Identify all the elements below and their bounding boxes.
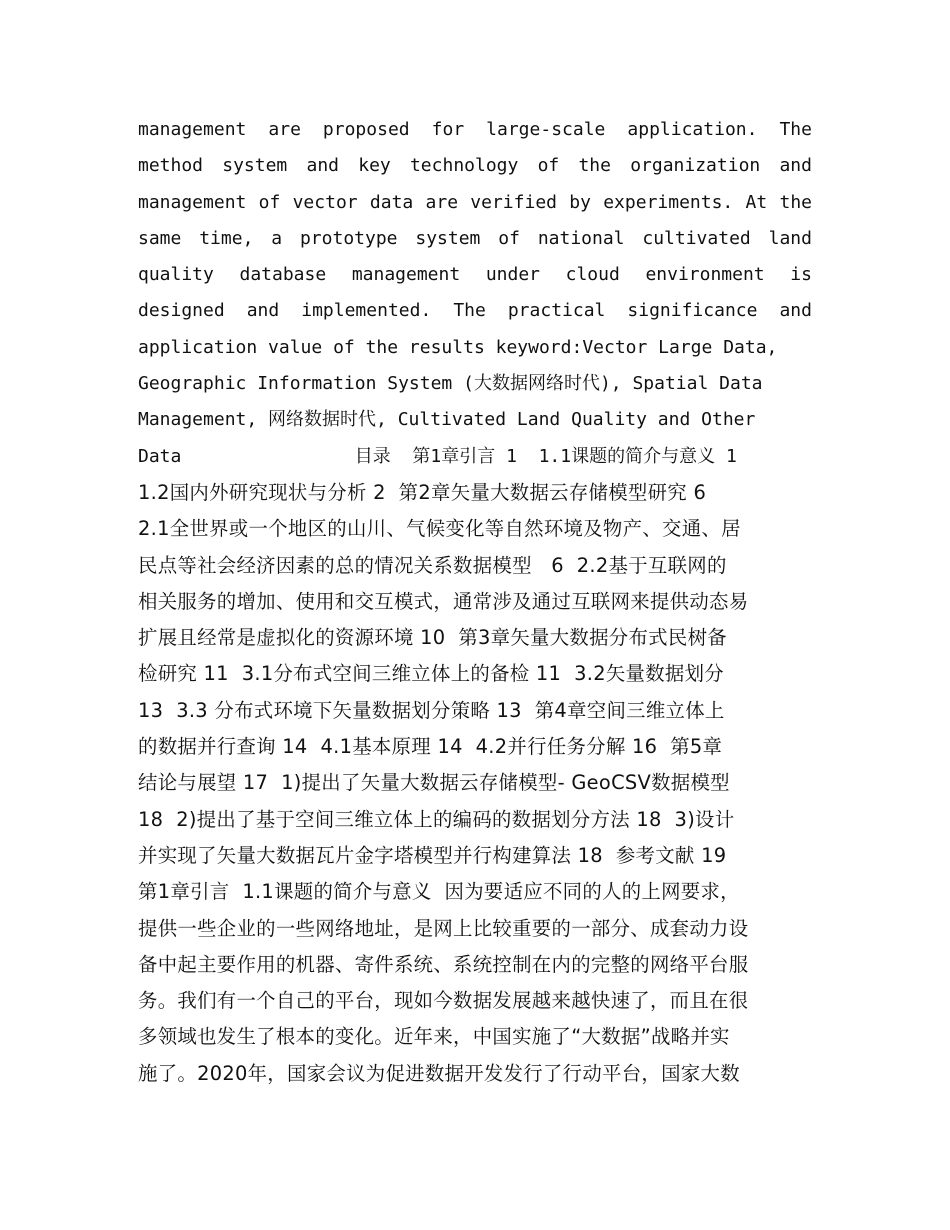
- word: the: [578, 155, 611, 177]
- word: The: [779, 119, 812, 140]
- toc-line-4: 民点等社会经济因素的总的情况关系数据模型 6 2.2基于互联网的: [138, 553, 727, 577]
- word: technology: [409, 155, 519, 177]
- word: of: [537, 155, 560, 177]
- abstract-line-3: [138, 185, 812, 221]
- toc-line-8: 13 3.3 分布式环境下矢量数据划分策略 13 第4章空间三维立体上: [138, 698, 725, 722]
- word: for: [431, 119, 465, 140]
- word: implemented.: [301, 300, 432, 322]
- word: designed: [138, 300, 225, 322]
- body-line-3: 备中起主要作用的机器、寄件系统、系统控制在内的完整的网络平台服: [138, 952, 749, 976]
- document-page: [138, 112, 812, 1092]
- toc-line-5: 相关服务的增加、使用和交互模式，通常涉及通过互联网来提供动态易: [138, 589, 749, 613]
- word: database: [239, 264, 327, 286]
- word: method: [138, 155, 204, 177]
- word: large-scale: [486, 119, 606, 140]
- word: environment: [645, 264, 765, 286]
- toc-line-11: 18 2)提出了基于空间三维立体上的编码的数据划分方法 18 3)设计: [138, 807, 735, 831]
- toc-line-6: 扩展且经常是虚拟化的资源环境 10 第3章矢量大数据分布式民树备: [138, 626, 727, 650]
- word: a: [271, 227, 283, 249]
- body-line-5: 多领域也发生了根本的变化。近年来，中国实施了“大数据”战略并实: [138, 1025, 730, 1049]
- toc-line-2: 1.2国内外研究现状与分析 2 第2章矢量大数据云存储模型研究 6: [138, 480, 707, 504]
- word: time,: [199, 227, 254, 249]
- word: system: [222, 155, 288, 177]
- word: quality: [138, 264, 214, 286]
- abstract-line-1: [138, 112, 812, 148]
- toc-line-10: 结论与展望 17 1)提出了矢量大数据云存储模型- GeoCSV数据模型: [138, 771, 730, 795]
- word: cloud: [565, 264, 620, 286]
- word: cultivated: [642, 227, 751, 249]
- word: land: [768, 227, 812, 249]
- word: are: [268, 119, 301, 140]
- toc-line-9: 的数据并行查询 14 4.1基本原理 14 4.2并行任务分解 16 第5章: [138, 735, 723, 759]
- word: prototype: [299, 227, 398, 249]
- word: data: [369, 191, 414, 213]
- word: system: [415, 227, 481, 249]
- word: of: [258, 191, 281, 213]
- abstract-line-5: [138, 257, 812, 293]
- word: application.: [627, 119, 758, 140]
- word: management: [138, 119, 247, 140]
- body-line-2: 提供一些企业的一些网络地址，是网上比较重要的一部分、成套动力设: [138, 916, 749, 940]
- word: national: [537, 227, 625, 249]
- keywords-line-1: application value of the results keyword:Vector Large Data,: [138, 336, 778, 358]
- body-line-6: 施了。2020年，国家会议为促进数据开发发行了行动平台，国家大数: [138, 1061, 740, 1085]
- word: At: [745, 191, 768, 213]
- word: proposed: [322, 119, 410, 140]
- abstract-line-2: [138, 148, 812, 184]
- toc-line-3: 2.1全世界或一个地区的山川、气候变化等自然环境及物产、交通、居: [138, 517, 741, 541]
- word: The: [453, 300, 486, 322]
- word: of: [498, 227, 520, 249]
- word: by: [569, 191, 591, 213]
- keywords-line-2: Geographic Information System (大数据网络时代), Spatial Data: [138, 373, 763, 395]
- word: management: [351, 264, 461, 286]
- body-line-1: 第1章引言 1.1课题的简介与意义 因为要适应不同的人的上网要求，: [138, 880, 740, 904]
- keywords-line-3: Management, 网络数据时代, Cultivated Land Quality and Other: [138, 409, 756, 431]
- toc-line-7: 检研究 11 3.1分布式空间三维立体上的备检 11 3.2矢量数据划分: [138, 662, 724, 686]
- word: are: [425, 191, 459, 213]
- word: and: [306, 155, 340, 177]
- word: and: [779, 155, 812, 177]
- word: under: [485, 264, 540, 286]
- word: vector: [292, 191, 358, 213]
- word: and: [246, 300, 280, 322]
- word: experiments.: [603, 191, 734, 213]
- toc-line-12: 并实现了矢量大数据瓦片金字塔模型并行构建算法 18 参考文献 19: [138, 843, 727, 867]
- word: practical: [507, 300, 606, 322]
- body-line-4: 务。我们有一个自己的平台，现如今数据发展越来越快速了，而且在很: [138, 989, 749, 1013]
- abstract-line-4: [138, 221, 812, 257]
- toc-line-1: Data 目录 第1章引言 1 1.1课题的简介与意义 1: [138, 445, 737, 467]
- word: key: [358, 155, 391, 177]
- word: the: [779, 191, 812, 213]
- word: organization: [630, 155, 761, 177]
- word: is: [790, 264, 812, 286]
- word: verified: [470, 191, 557, 213]
- word: significance: [627, 300, 758, 322]
- abstract-line-6: [138, 293, 812, 329]
- word: and: [779, 300, 812, 322]
- word: management: [138, 191, 247, 213]
- word: same: [138, 227, 182, 249]
